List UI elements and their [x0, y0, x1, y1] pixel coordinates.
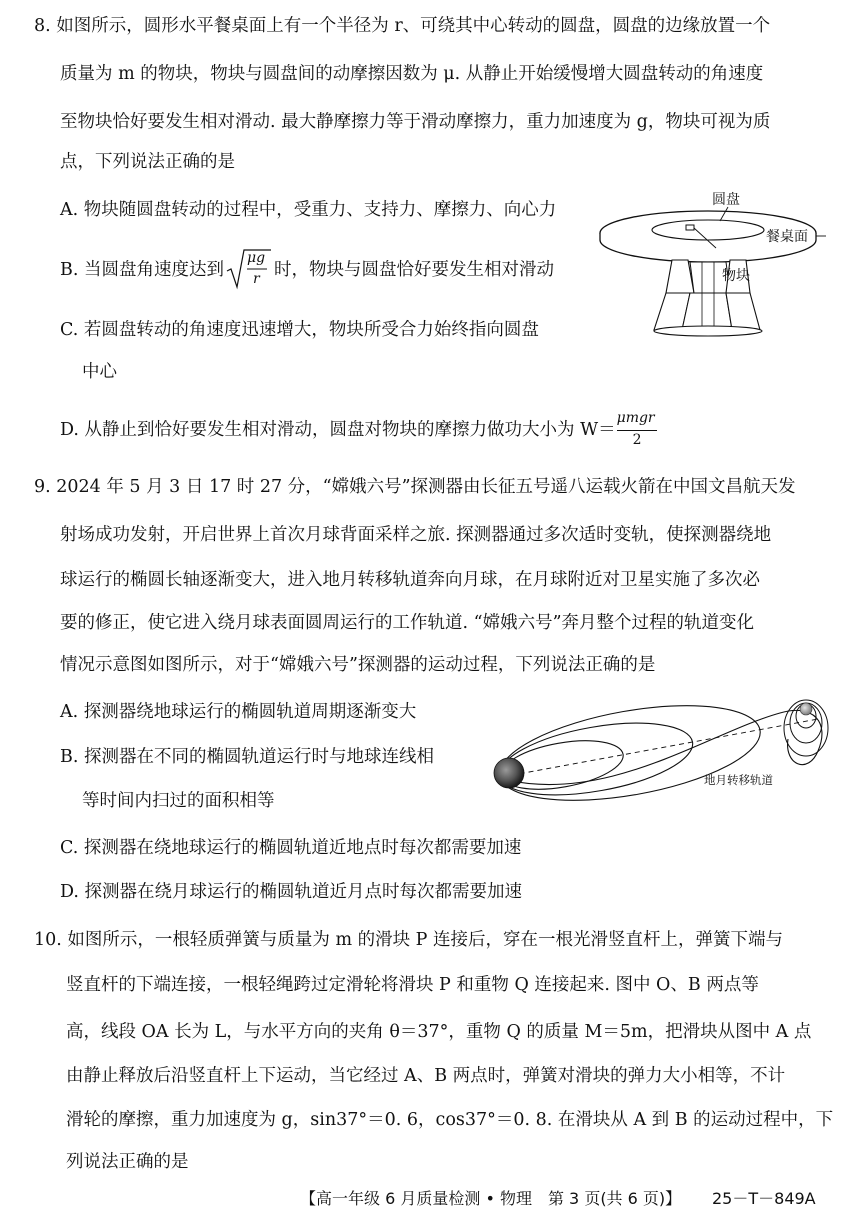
earth-icon — [494, 758, 524, 788]
page-footer: 【高一年级 6 月质量检测 • 物理 第 3 页(共 6 页)】 — [300, 1189, 682, 1208]
q9-stem-line-3: 球运行的椭圆长轴逐渐变大，进入地月转移轨道奔向月球，在月球附近对卫星实施了多次必 — [60, 570, 760, 590]
q8-option-d-denominator: 2 — [632, 431, 642, 448]
q9-figure-label: 地月转移轨道 — [704, 773, 773, 787]
q8-figure-label-table: 餐桌面 — [766, 229, 808, 245]
q9-option-b-line-1: B. 探测器在不同的椭圆轨道运行时与地球连线相 — [60, 747, 434, 767]
q8-option-c-line-2: 中心 — [82, 362, 117, 382]
q10-stem-line-3: 高，线段 OA 长为 L，与水平方向的夹角 θ＝37°，重物 Q 的质量 M＝5m，把滑块从图中 A 点 — [66, 1022, 812, 1042]
q8-option-b-suffix: 时，物块与圆盘恰好要发生相对滑动 — [274, 260, 554, 280]
exam-code: 25－T－849A — [712, 1189, 816, 1208]
q8-option-d-numerator: μmgr — [616, 409, 655, 426]
q9-stem-line-1: 9. 2024 年 5 月 3 日 17 时 27 分，“嫦娥六号”探测器由长征五号遥八运载火箭在中国文昌航天发 — [34, 477, 796, 497]
q9-stem-line-5: 情况示意图如图所示，对于“嫦娥六号”探测器的运动过程，下列说法正确的是 — [60, 655, 656, 675]
q9-option-d: D. 探测器在绕月球运行的椭圆轨道近月点时每次都需要加速 — [60, 882, 523, 902]
q8-table-figure — [590, 190, 830, 340]
q8-option-b-sqrt — [226, 249, 272, 287]
q10-stem-line-6: 列说法正确的是 — [66, 1152, 189, 1172]
q9-stem-line-4: 要的修正，使它进入绕月球表面圆周运行的工作轨道. “嫦娥六号”奔月整个过程的轨道变化 — [60, 613, 755, 633]
q9-option-b-line-2: 等时间内扫过的面积相等 — [82, 791, 275, 811]
q8-stem-line-1: 8. 如图所示，圆形水平餐桌面上有一个半径为 r、可绕其中心转动的圆盘，圆盘的边缘放置一个 — [34, 16, 771, 36]
q8-option-c-line-1: C. 若圆盘转动的角速度迅速增大，物块所受合力始终指向圆盘 — [60, 320, 539, 340]
q8-option-a: A. 物块随圆盘转动的过程中，受重力、支持力、摩擦力、向心力 — [60, 200, 557, 220]
q10-stem-line-5: 滑轮的摩擦，重力加速度为 g，sin37°＝0. 6，cos37°＝0. 8. 在滑块从 A 到 B 的运动过程中，下 — [66, 1110, 834, 1130]
q9-orbit-figure — [488, 693, 830, 805]
q8-option-b-sqrt-denominator: r — [253, 270, 260, 287]
q9-option-c: C. 探测器在绕地球运行的椭圆轨道近地点时每次都需要加速 — [60, 838, 522, 858]
q10-stem-line-1: 10. 如图所示，一根轻质弹簧与质量为 m 的滑块 P 连接后，穿在一根光滑竖直杆上，弹簧下端与 — [34, 930, 784, 950]
q8-option-b-sqrt-numerator: μg — [247, 249, 266, 266]
moon-icon — [800, 703, 812, 715]
q8-stem-line-3: 至物块恰好要发生相对滑动. 最大静摩擦力等于滑动摩擦力，重力加速度为 g，物块可视为质 — [60, 112, 771, 132]
q10-stem-line-4: 由静止释放后沿竖直杆上下运动，当它经过 A、B 两点时，弹簧对滑块的弹力大小相等，不计 — [66, 1066, 786, 1086]
q8-option-b — [60, 249, 554, 287]
q8-option-d-prefix: D. 从静止到恰好要发生相对滑动，圆盘对物块的摩擦力做功大小为 W＝ — [60, 420, 616, 440]
q10-stem-line-2: 竖直杆的下端连接，一根轻绳跨过定滑轮将滑块 P 和重物 Q 连接起来. 图中 O、B 两点等 — [66, 975, 759, 995]
q8-option-d — [60, 409, 660, 448]
q8-figure-label-block: 物块 — [722, 268, 750, 284]
q8-option-d-fraction — [616, 409, 660, 448]
q9-stem-line-2: 射场成功发射，开启世界上首次月球背面采样之旅. 探测器通过多次适时变轨，使探测器绕地 — [60, 525, 772, 545]
q8-stem-line-4: 点，下列说法正确的是 — [60, 152, 235, 172]
q8-option-b-prefix: B. 当圆盘角速度达到 — [60, 260, 224, 280]
q8-stem-line-2: 质量为 m 的物块，物块与圆盘间的动摩擦因数为 μ. 从静止开始缓慢增大圆盘转动的角速度 — [60, 64, 764, 84]
q9-option-a: A. 探测器绕地球运行的椭圆轨道周期逐渐变大 — [60, 702, 417, 722]
q8-figure-label-disk: 圆盘 — [712, 192, 740, 208]
